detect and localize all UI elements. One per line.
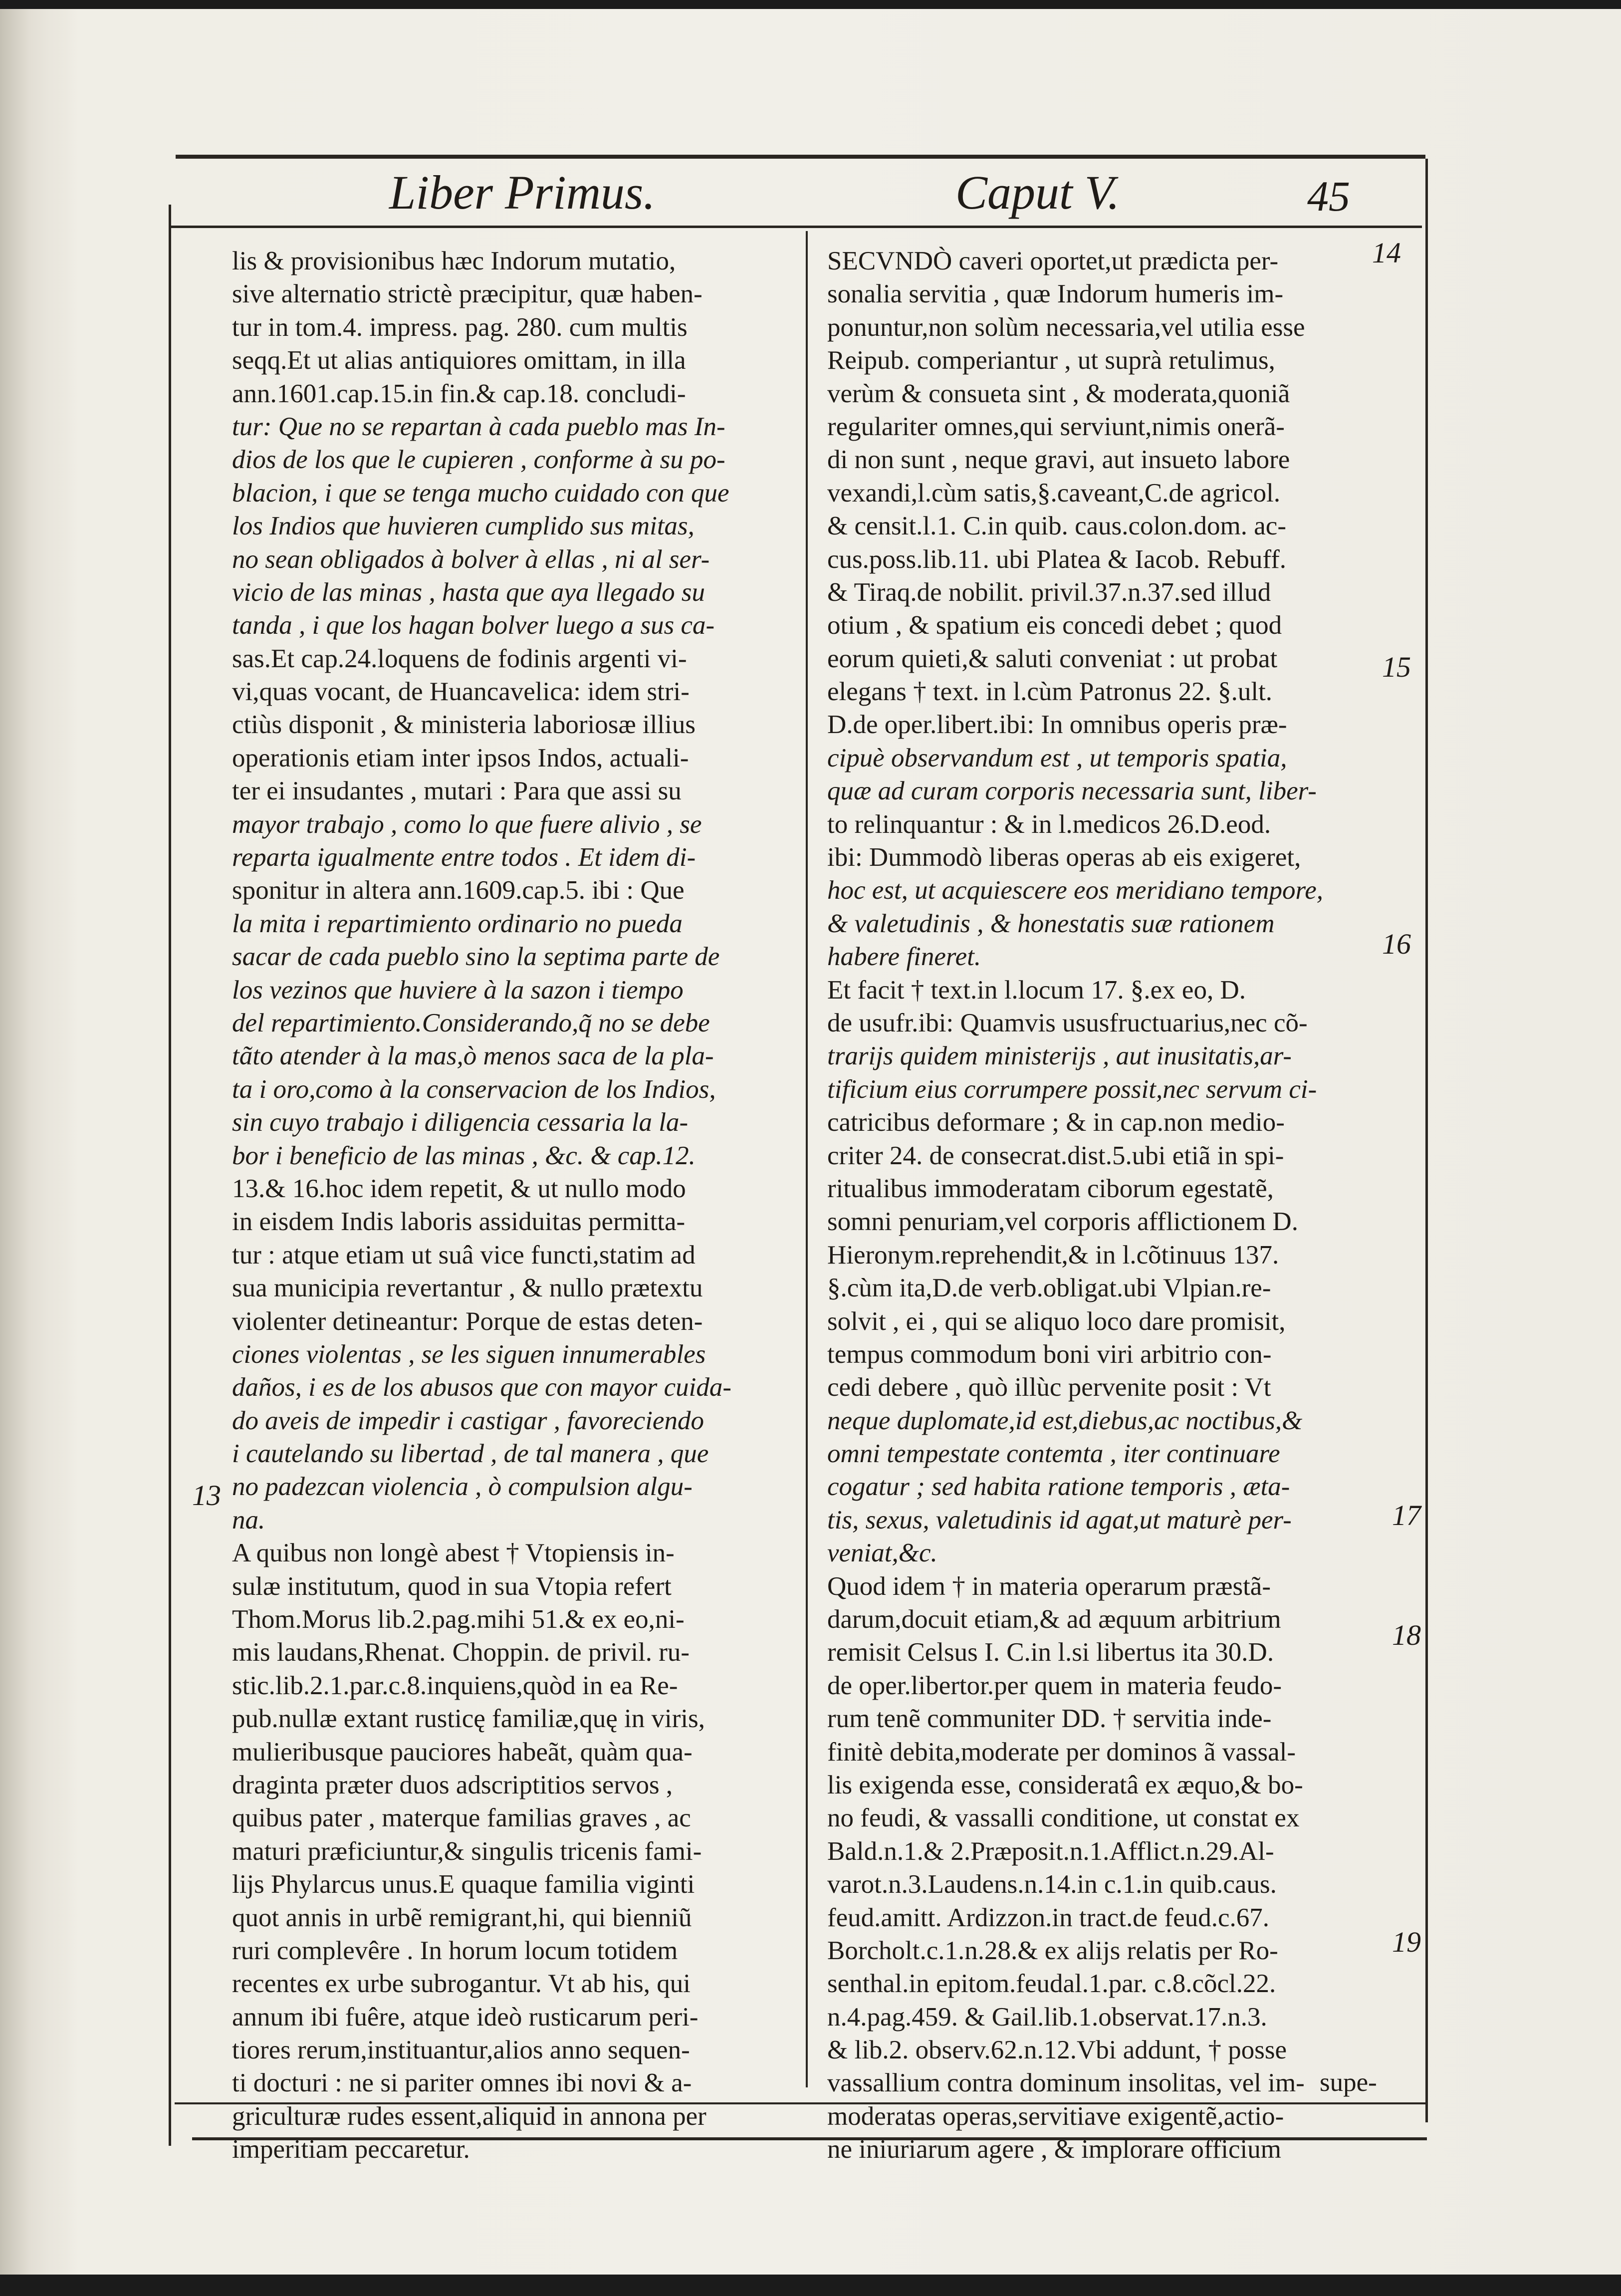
text-line: tãto atender à la mas,ò menos saca de la pla-	[232, 1041, 714, 1071]
text-line: remisit Celsus I. C.in l.si libertus ita 30.D.	[827, 1638, 1274, 1667]
text-line: ter ei insudantes , mutari : Para que assi su	[232, 776, 682, 806]
text-line: vexandi,l.cùm satis,§.caveant,C.de agricol.	[827, 478, 1281, 508]
text-line: quot annis in urbẽ remigrant,hi, qui bienniũ	[232, 1903, 692, 1932]
text-line: pub.nullæ extant rusticę familiæ,quę in viris,	[232, 1704, 705, 1734]
text-line: rum tenẽ communiter DD. † servitia inde-	[827, 1704, 1272, 1734]
text-line: blacion, i que se tenga mucho cuidado con que	[232, 478, 729, 508]
page-number: 45	[1307, 172, 1350, 220]
text-line: Borcholt.c.1.n.28.& ex alijs relatis per Ro-	[827, 1936, 1278, 1965]
text-line: to relinquantur : & in l.medicos 26.D.eod.	[827, 809, 1271, 839]
text-line: quibus pater , materque familias graves , ac	[232, 1803, 691, 1833]
text-line: ne iniuriarum agere , & implorare officium	[827, 2135, 1282, 2164]
text-line: catricibus deformare ; & in cap.non medio-	[827, 1108, 1285, 1137]
frame-left-rule	[169, 205, 171, 2146]
text-line: Bald.n.1.& 2.Præposit.n.1.Afflict.n.29.Al-	[827, 1836, 1274, 1866]
text-line: sive alternatio strictè præcipitur, quæ haben-	[232, 279, 702, 309]
book-page	[0, 9, 1621, 2275]
text-line: tur: Que no se repartan à cada pueblo mas In-	[232, 412, 725, 441]
text-line: ctiùs disponit , & ministeria laboriosæ illius	[232, 710, 695, 740]
text-line: habere fineret.	[827, 942, 981, 972]
text-line: dios de los que le cupieren , conforme à su po-	[232, 445, 725, 475]
text-line: tiores rerum,instituantur,alios anno sequen-	[232, 2036, 690, 2065]
margin-number-15: 15	[1382, 651, 1411, 683]
text-line: & Tiraq.de nobilit. privil.37.n.37.sed illud	[827, 577, 1271, 607]
text-line: Quod idem † in materia operarum præstã-	[827, 1571, 1271, 1601]
left-text-column	[232, 245, 790, 2164]
text-line: sin cuyo trabajo i diligencia cessaria la la-	[232, 1108, 689, 1137]
running-title: Liber Primus.	[389, 166, 656, 219]
text-line: bor i beneficio de las minas , &c. & cap.12.	[232, 1141, 695, 1170]
text-line: trarijs quidem ministerijs , aut inusitatis,ar-	[827, 1041, 1292, 1071]
text-line: na.	[232, 1505, 265, 1534]
text-line: in eisdem Indis laboris assiduitas permitta-	[232, 1207, 686, 1237]
text-line: & valetudinis , & honestatis suæ rationem	[827, 909, 1275, 938]
text-line: operationis etiam inter ipsos Indos, actuali-	[232, 743, 689, 772]
text-line: Thom.Morus lib.2.pag.mihi 51.& ex eo,ni-	[232, 1605, 685, 1634]
text-line: lis exigenda esse, consideratâ ex æquo,& bo-	[827, 1770, 1303, 1799]
text-line: finitè debita,moderate per dominos ã vassal-	[827, 1737, 1296, 1767]
text-line: vassallium contra dominum insolitas, vel im-	[827, 2068, 1305, 2098]
text-line: sua municipia revertantur , & nullo prætextu	[232, 1274, 703, 1303]
text-line: sulæ institutum, quod in sua Vtopia refert	[232, 1571, 672, 1601]
text-line: sonalia servitia , quæ Indorum humeris im-	[827, 279, 1284, 309]
text-line: moderatas operas,servitiave exigentẽ,actio-	[827, 2101, 1284, 2131]
text-line: A quibus non longè abest † Vtopiensis in-	[232, 1538, 675, 1568]
text-line: Hieronym.reprehendit,& in l.cõtinuus 137.	[827, 1240, 1279, 1270]
text-line: quæ ad curam corporis necessaria sunt, liber-	[827, 776, 1317, 806]
text-line: ta i oro,como à la conservacion de los Indios,	[232, 1074, 716, 1104]
text-line: imperitiam peccaretur.	[232, 2135, 470, 2164]
text-line: cedi debere , quò illùc pervenite posit : Vt	[827, 1373, 1271, 1402]
text-line: i cautelando su libertad , de tal manera , que	[232, 1439, 709, 1469]
text-line: tempus commodum boni viri arbitrio con-	[827, 1339, 1272, 1369]
margin-number-18: 18	[1392, 1619, 1421, 1651]
text-line: varot.n.3.Laudens.n.14.in c.1.in quib.caus.	[827, 1870, 1277, 1899]
text-line: ti docturi : ne si pariter omnes ibi novi & a-	[232, 2068, 692, 2098]
text-line: tis, sexus, valetudinis id agat,ut maturè per-	[827, 1505, 1292, 1534]
text-line: los vezinos que huviere à la sazon i tiempo	[232, 975, 684, 1005]
frame-right-rule	[1425, 159, 1428, 2122]
text-line: los Indios que huvieren cumplido sus mitas,	[232, 511, 695, 541]
text-line: tur in tom.4. impress. pag. 280. cum multis	[232, 312, 688, 342]
text-line: de usufr.ibi: Quamvis ususfructuarius,nec cõ-	[827, 1008, 1308, 1037]
column-divider	[806, 231, 808, 2087]
text-line: maturi præficiuntur,& singulis tricenis fami-	[232, 1836, 702, 1866]
text-line: no sean obligados à bolver à ellas , ni al ser-	[232, 544, 710, 574]
text-line: griculturæ rudes essent,aliquid in annona per	[232, 2101, 706, 2131]
text-line: draginta præter duos adscriptitios servos ,	[232, 1770, 673, 1799]
top-rule	[176, 155, 1425, 159]
text-line: SECVNDÒ caveri oportet,ut prædicta per-	[827, 247, 1279, 275]
text-line: 13.& 16.hoc idem repetit, & ut nullo modo	[232, 1174, 686, 1203]
text-line: do aveis de impedir i castigar , favoreciendo	[232, 1406, 704, 1435]
page-gutter	[0, 9, 75, 2275]
text-line: del repartimiento.Considerando,q̃ no se debe	[232, 1008, 710, 1037]
text-line: vicio de las minas , hasta que aya llegado su	[232, 577, 705, 607]
text-line: seqq.Et ut alias antiquiores omittam, in illa	[232, 346, 686, 375]
text-line: senthal.in epitom.feudal.1.par. c.8.cõcl.22.	[827, 1969, 1276, 1999]
text-line: hoc est, ut acquiescere eos meridiano tempore,	[827, 876, 1323, 905]
margin-number-13: 13	[192, 1479, 221, 1512]
text-line: & lib.2. observ.62.n.12.Vbi addunt, † posse	[827, 2036, 1287, 2065]
text-line: neque duplomate,id est,diebus,ac noctibus,&	[827, 1406, 1303, 1435]
text-line: mulieribusque pauciores habeãt, quàm qua-	[232, 1737, 693, 1767]
text-line: stic.lib.2.1.par.c.8.inquiens,quòd in ea Re-	[232, 1671, 678, 1700]
text-line: di non sunt , neque gravi, aut insueto labore	[827, 445, 1290, 475]
text-line: de oper.libertor.per quem in materia feudo-	[827, 1671, 1282, 1700]
text-line: ritualibus immoderatam ciborum egestatẽ,	[827, 1174, 1274, 1203]
text-line: omni tempestate contemta , iter continuare	[827, 1439, 1280, 1469]
text-line: Et facit † text.in l.locum 17. §.ex eo, D.	[827, 975, 1246, 1005]
text-line: no padezcan violencia , ò compulsion algu-	[232, 1472, 693, 1502]
text-line: veniat,&c.	[827, 1538, 937, 1568]
text-line: la mita i repartimiento ordinario no pueda	[232, 909, 683, 938]
text-line: ponuntur,non solùm necessaria,vel utilia esse	[827, 312, 1305, 342]
text-line: annum ibi fuêre, atque ideò rusticarum peri-	[232, 2002, 698, 2032]
text-line: recentes ex urbe subrogantur. Vt ab his, qui	[232, 1969, 691, 1999]
text-line: Reipub. comperiantur , ut suprà retulimus,	[827, 346, 1275, 375]
text-line: violenter detineantur: Porque de estas deten-	[232, 1306, 703, 1336]
text-line: feud.amitt. Ardizzon.in tract.de feud.c.67.	[827, 1903, 1269, 1932]
text-line: daños, i es de los abusos que con mayor cuida-	[232, 1373, 731, 1402]
margin-number-14: 14	[1372, 237, 1401, 269]
text-line: verùm & consueta sint , & moderata,quoniã	[827, 379, 1290, 408]
text-line: lis & provisionibus hæc Indorum mutatio,	[232, 247, 676, 275]
text-line: lijs Phylarcus unus.E quaque familia viginti	[232, 1870, 695, 1899]
text-line: n.4.pag.459. & Gail.lib.1.observat.17.n.3.	[827, 2002, 1267, 2032]
text-line: cogatur ; sed habita ratione temporis , æta-	[827, 1472, 1290, 1502]
text-line: ciones violentas , se les siguen innumerables	[232, 1339, 706, 1369]
text-line: & censit.l.1. C.in quib. caus.colon.dom. ac-	[827, 511, 1286, 541]
text-line: elegans † text. in l.cùm Patronus 22. §.ult.	[827, 677, 1273, 707]
text-line: regulariter omnes,qui serviunt,nimis onerã-	[827, 412, 1285, 441]
text-line: §.cùm ita,D.de verb.obligat.ubi Vlpian.re-	[827, 1274, 1271, 1303]
text-line: ann.1601.cap.15.in fin.& cap.18. concludi-	[232, 379, 686, 408]
text-line: no feudi, & vassalli conditione, ut constat ex	[827, 1803, 1300, 1833]
text-line: mis laudans,Rhenat. Choppin. de privil. ru-	[232, 1638, 690, 1667]
margin-number-19: 19	[1392, 1926, 1421, 1958]
text-line: criter 24. de consecrat.dist.5.ubi etiã in spi-	[827, 1141, 1284, 1170]
text-line: somni penuriam,vel corporis afflictionem D.	[827, 1207, 1298, 1237]
text-line: sas.Et cap.24.loquens de fodinis argenti vi-	[232, 644, 687, 673]
margin-number-16: 16	[1382, 928, 1411, 960]
text-line: ruri complevêre . In horum locum totidem	[232, 1936, 678, 1965]
text-line: reparta igualmente entre todos . Et idem di-	[232, 843, 696, 872]
text-line: sponitur in altera ann.1609.cap.5. ibi : Que	[232, 876, 685, 905]
text-line: tanda , i que los hagan bolver luego a sus ca-	[232, 611, 715, 640]
margin-number-17: 17	[1392, 1499, 1421, 1531]
text-line: vi,quas vocant, de Huancavelica: idem stri-	[232, 677, 690, 707]
text-line: D.de oper.libert.ibi: In omnibus operis præ-	[827, 710, 1287, 740]
chapter-title: Caput V.	[955, 166, 1120, 219]
text-line: cipuè observandum est , ut temporis spatia,	[827, 743, 1287, 772]
text-line: solvit , ei , qui se aliquo loco dare promisit,	[827, 1306, 1286, 1336]
text-line: ibi: Dummodò liberas operas ab eis exigeret,	[827, 843, 1301, 872]
text-line: tificium eius corrumpere possit,nec servum ci-	[827, 1074, 1317, 1104]
text-line: sacar de cada pueblo sino la septima parte de	[232, 942, 720, 972]
text-line: darum,docuit etiam,& ad æquum arbitrium	[827, 1605, 1281, 1634]
catchword: supe-	[1320, 2068, 1377, 2097]
text-line: eorum quieti,& saluti conveniat : ut probat	[827, 644, 1278, 673]
text-line: otium , & spatium eis concedi debet ; quod	[827, 611, 1282, 640]
text-line: mayor trabajo , como lo que fuere alivio , se	[232, 809, 702, 839]
header-rule	[170, 226, 1422, 228]
text-line: tur : atque etiam ut suâ vice functi,statim ad	[232, 1240, 695, 1270]
text-line: cus.poss.lib.11. ubi Platea & Iacob. Rebuff.	[827, 544, 1286, 574]
